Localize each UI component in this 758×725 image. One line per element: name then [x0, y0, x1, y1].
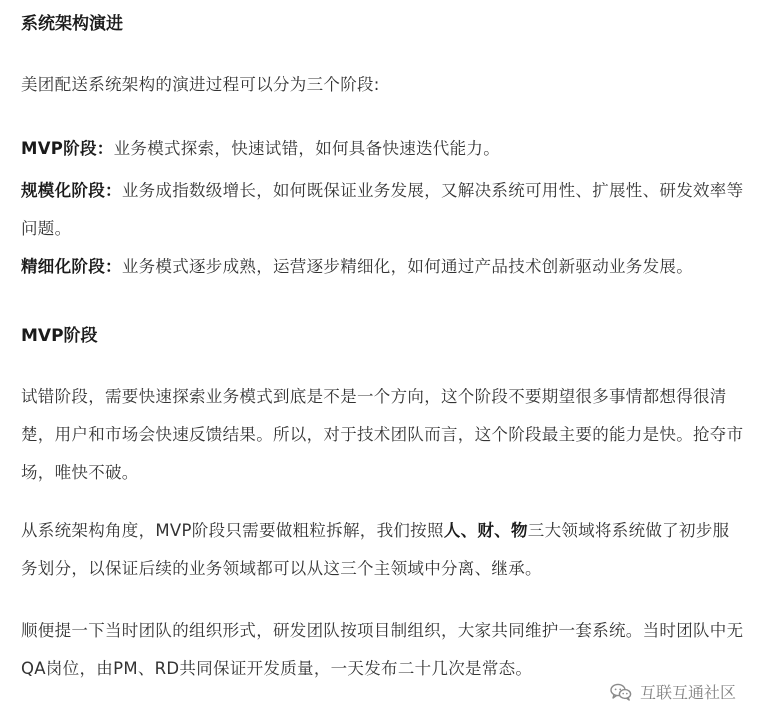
stage-item-scale	[21, 172, 745, 248]
wechat-icon	[610, 683, 632, 701]
stage-text: 业务成指数级增长，如何既保证业务发展，又解决系统可用性、扩展性、研发效率等问题。	[21, 181, 744, 238]
paragraph-trial-stage: 试错阶段，需要快速探索业务模式到底是不是一个方向，这个阶段不要期望很多事情都想得很清楚，用户和市场会快速反馈结果。所以，对于技术团队而言，这个阶段最主要的能力是快。抢夺市场，唯快不破。	[21, 387, 744, 482]
paragraph-text: 从系统架构角度，MVP阶段只需要做粗粒拆解，我们按照	[21, 521, 444, 540]
watermark-text: 互联互通社区	[639, 683, 736, 702]
watermark	[610, 680, 736, 703]
paragraph-architecture-split	[21, 512, 745, 588]
stage-label: 精细化阶段：	[21, 257, 122, 276]
stage-label: MVP阶段：	[21, 139, 114, 158]
stage-text: 业务模式逐步成熟，运营逐步精细化，如何通过产品技术创新驱动业务发展。	[121, 257, 694, 276]
highlight-domains: 人、财、物	[443, 521, 528, 540]
stage-item-mvp	[21, 130, 745, 168]
stage-label: 规模化阶段：	[21, 181, 122, 200]
stage-text: 业务模式探索，快速试错，如何具备快速迭代能力。	[113, 139, 500, 158]
stage-item-refine	[21, 248, 745, 286]
intro-paragraph: 美团配送系统架构的演进过程可以分为三个阶段:	[21, 75, 380, 94]
paragraph-team-organization: 顺便提一下当时团队的组织形式，研发团队按项目制组织，大家共同维护一套系统。当时团队中无QA岗位，由PM、RD共同保证开发质量，一天发布二十几次是常态。	[21, 621, 744, 678]
section-title-mvp: MVP阶段	[21, 326, 98, 346]
section-title-architecture-evolution: 系统架构演进	[21, 14, 123, 34]
paragraph-text: 三大领域将系统做了初步服务划分，以保证后续的业务领域都可以从这三个主领域中分离、继承。	[21, 521, 730, 578]
